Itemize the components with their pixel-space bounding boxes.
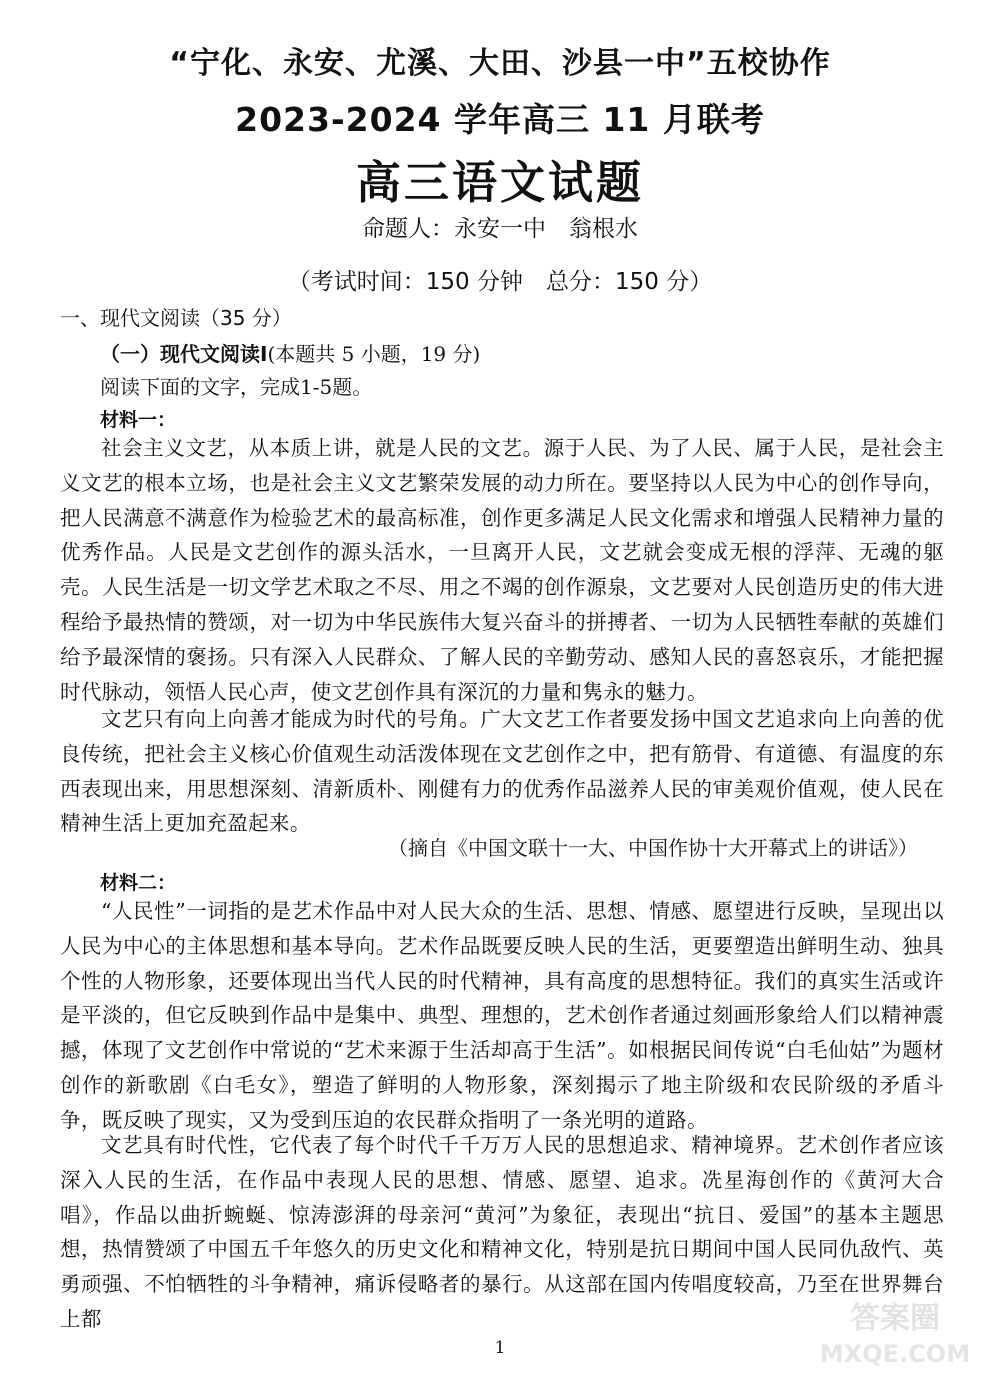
material2-label: 材料二： [100, 872, 177, 894]
material1-label: 材料一： [100, 409, 177, 431]
watermark-top-text: 答案圈 [850, 1301, 940, 1336]
subject-title: 高三语文试题 [355, 156, 644, 209]
author-line: 命题人：永安一中 翁根水 [362, 216, 638, 242]
material1-paragraph: 文艺只有向上向善才能成为时代的号角。广大文艺工作者要发扬中国文艺追求向上向善的优良传统，把社会主义核心价值观生动活泼体现在文艺创作之中，把有筋骨、有道德、有温度的东西表现出来，用思想深刻、清新质朴、刚健有力的优秀作品滋养人民的审美观价值观，使人民在精神生活上更加充盈起来。 [60, 707, 944, 836]
material1-source: （摘自《中国文联十一大、中国作协十大开幕式上的讲话》） [388, 836, 918, 860]
watermark-bottom-text: MXQE.COM [819, 1340, 971, 1368]
instruction: 阅读下面的文字，完成1-5题。 [100, 375, 373, 399]
schools-header: “宁化、永安、尤溪、大田、沙县一中”五校协作 [169, 46, 831, 81]
subsection-note: (本题共 5 小题，19 分) [267, 342, 481, 366]
material2-paragraph: 文艺具有时代性，它代表了每个时代千千万万人民的思想追求、精神境界。艺术创作者应该深入人民的生活，在作品中表现人民的思想、情感、愿望、追求。冼星海创作的《黄河大合唱》，作品以曲折蜿蜒、惊涛澎湃的母亲河“黄河”为象征，表现出“抗日、爱国”的基本主题思想，热情赞颂了中国五千年悠久的历史文化和精神文化，特别是抗日期间中国人民同仇敌忾、英勇顽强、不怕牺牲的斗争精神，痛诉侵略者的暴行。从这部在国内传唱度较高，乃至在世界舞台上都 [60, 1133, 944, 1331]
material2-paragraph: “人民性”一词指的是艺术作品中对人民大众的生活、思想、情感、愿望进行反映，呈现出以人民为中心的主体思想和基本导向。艺术作品既要反映人民的生活，更要塑造出鲜明生动、独具个性的人物形象，还要体现出当代人民的时代精神，具有高度的思想特征。我们的真实生活或许是平淡的，但它反映到作品中是集中、典型、理想的，艺术创作者通过刻画形象给人们以精神震撼，体现了文艺创作中常说的“艺术来源于生活却高于生活”。如根据民间传说“白毛仙姑”为题材创作的新歌剧《白毛女》，塑造了鲜明的人物形象，深刻揭示了地主阶级和农民阶级的矛盾斗争，既反映了现实，又为受到压迫的农民群众指明了一条光明的道路。 [60, 899, 944, 1132]
time-score-line: （考试时间：150 分钟 总分：150 分） [287, 269, 713, 295]
exam-title: 2023-2024 学年高三 11 月联考 [235, 100, 765, 139]
material1-paragraph: 社会主义文艺，从本质上讲，就是人民的文艺。源于人民、为了人民、属于人民，是社会主义文艺的根本立场，也是社会主义文艺繁荣发展的动力所在。要坚持以人民为中心的创作导向，把人民满意不满意作为检验艺术的最高标准，创作更多满足人民文化需求和增强人民精神力量的优秀作品。人民是文艺创作的源头活水，一旦离开人民，文艺就会变成无根的浮萍、无魂的躯壳。人民生活是一切文学艺术取之不尽、用之不竭的创作源泉，文艺要对人民创造历史的伟大进程给予最热情的赞颂，对一切为中华民族伟大复兴奋斗的拼搏者、一切为人民牺牲奉献的英雄们给予最深情的褒扬。只有深入人民群众、了解人民的辛勤劳动、感知人民的喜怒哀乐，才能把握时代脉动，领悟人民心声，使文艺创作具有深沉的力量和隽永的魅力。 [60, 436, 944, 704]
subsection-heading [100, 339, 480, 369]
section-title: 一、现代文阅读（35 分） [60, 306, 292, 330]
subsection-title: （一）现代文阅读Ⅰ [100, 342, 268, 366]
watermark-logo [800, 1296, 990, 1368]
page-number: 1 [494, 1338, 506, 1358]
